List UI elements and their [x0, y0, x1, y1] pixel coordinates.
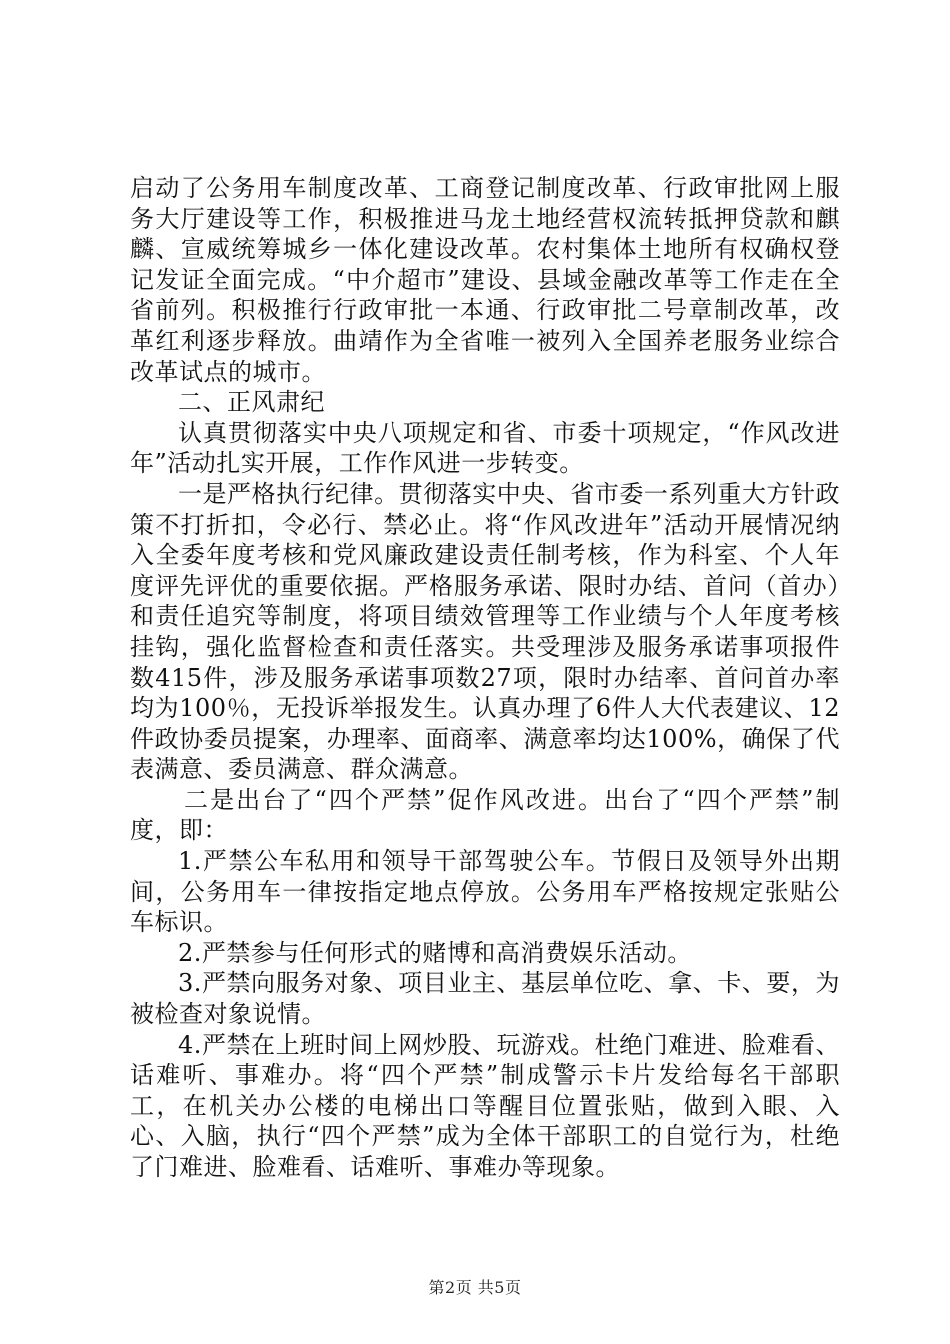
paragraph-discipline-intro: 认真贯彻落实中央八项规定和省、市委十项规定，“作风改进年”活动扎实开展，工作作风进一步转变。 [130, 418, 840, 478]
paragraph-strict-discipline: 一是严格执行纪律。贯彻落实中央、省市委一系列重大方针政策不打折扣，令必行、禁必止。将“作风改进年”活动开展情况纳入全委年度考核和党风廉政建设责任制考核，作为科室、个人年度评先评优的重要依据。严格服务承诺、限时办结、首问（首办）和责任追究等制度，将项目绩效管理等工作业绩与个人年度考核挂钩，强化监督检查和责任落实。共受理涉及服务承诺事项报件数415件，涉及服务承诺事项数27项，限时办结率、首问首办率均为100％，无投诉举报发生。认真办理了6件人大代表建议、12件政协委员提案，办理率、面商率、满意率均达100%，确保了代表满意、委员满意、群众满意。 [130, 479, 840, 784]
paragraph-reform-summary: 启动了公务用车制度改革、工商登记制度改革、行政审批网上服务大厅建设等工作，积极推进马龙土地经营权流转抵押贷款和麒麟、宣威统筹城乡一体化建设改革。农村集体土地所有权确权登记发证全面完成。“中介超市”建设、县域金融改革等工作走在全省前列。积极推行行政审批一本通、行政审批二号章制改革，改革红利逐步释放。曲靖作为全省唯一被列入全国养老服务业综合改革试点的城市。 [130, 174, 840, 386]
list-item-prohibition-1: 1.严禁公车私用和领导干部驾驶公车。节假日及领导外出期间，公务用车一律按指定地点停放。公务用车严格按规定张贴公车标识。 [130, 847, 840, 937]
document-body [130, 173, 840, 1183]
section-heading-discipline: 二、正风肃纪 [178, 388, 325, 417]
list-item-prohibition-4: 4.严禁在上班时间上网炒股、玩游戏。杜绝门难进、脸难看、话难听、事难办。将“四个严禁”制成警示卡片发给每名干部职工，在机关办公楼的电梯出口等醒目位置张贴，做到入眼、入心、入脑，执行“四个严禁”成为全体干部职工的自觉行为，杜绝了门难进、脸难看、话难听、事难办等现象。 [130, 1030, 840, 1181]
list-item-prohibition-2: 2.严禁参与任何形式的赌博和高消费娱乐活动。 [178, 938, 692, 967]
list-item-prohibition-3: 3.严禁向服务对象、项目业主、基层单位吃、拿、卡、要，为被检查对象说情。 [130, 969, 840, 1029]
page-number-footer: 第2页 共5页 [428, 1278, 522, 1297]
paragraph-four-prohibitions-intro: 二是出台了“四个严禁”促作风改进。出台了“四个严禁”制度，即： [130, 785, 840, 845]
